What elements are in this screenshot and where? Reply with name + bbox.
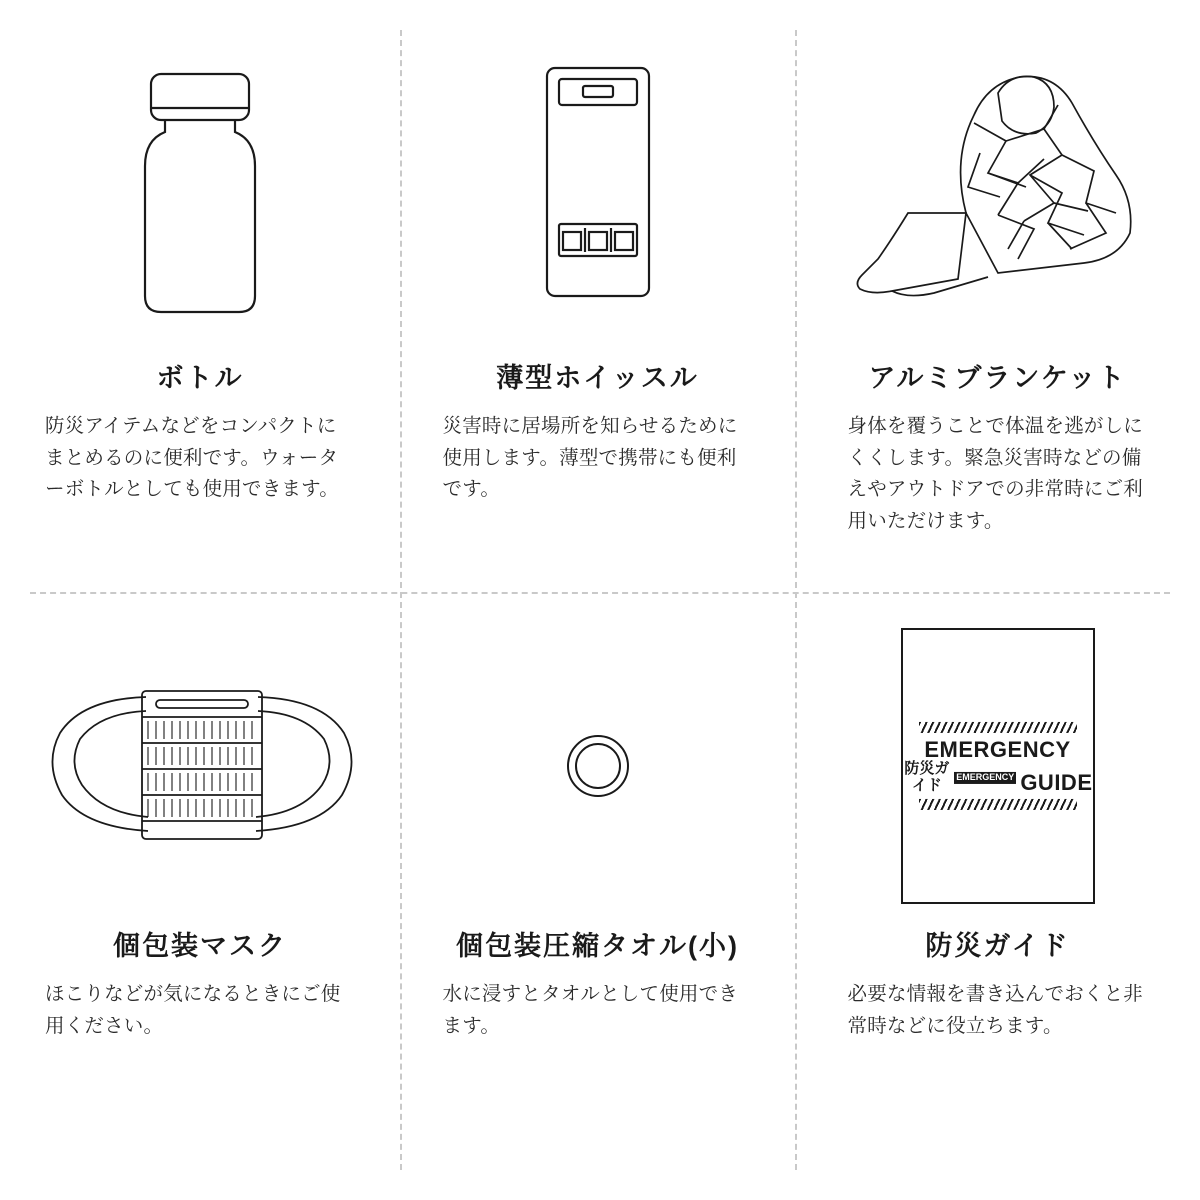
emergency-guide-icon [901, 616, 1095, 916]
item-description: ほこりなどが気になるときにご使用ください。 [45, 983, 341, 1037]
face-mask-icon [30, 616, 370, 916]
item-card-blanket [795, 0, 1200, 592]
guide-line-ja [903, 761, 1017, 794]
item-title: 薄型ホイッスル [496, 363, 699, 393]
item-description: 水に浸すとタオルとして使用できます。 [442, 983, 739, 1037]
item-description: 災害時に居場所を知らせるために使用します。薄型で携帯にも便利です。 [442, 415, 738, 501]
item-description: 必要な情報を書き込んでおくと非常時などに役立ちます。 [847, 983, 1144, 1037]
water-bottle-icon [115, 38, 285, 338]
item-card-mask [0, 592, 400, 1200]
item-title: ボトル [156, 363, 244, 393]
item-card-bottle [0, 0, 400, 592]
item-title: 個包装マスク [113, 931, 287, 961]
item-description: 身体を覆うことで体温を逃がしにくくします。緊急災害時などの備えやアウトドアでの非常時にご利用いただけます。 [847, 415, 1144, 532]
item-card-towel [400, 592, 795, 1200]
item-title: 個包装圧縮タオル(小) [456, 931, 739, 961]
hatch-top [919, 722, 1077, 733]
hatch-bottom [919, 799, 1077, 810]
guide-ja-text: 防災ガイド [904, 760, 950, 794]
guide-ja-inverted-tag: EMERGENCY [956, 771, 1015, 782]
compressed-towel-icon [553, 616, 643, 916]
item-card-whistle [400, 0, 795, 592]
aluminum-blanket-icon [848, 38, 1148, 338]
flat-whistle-icon [533, 38, 663, 338]
item-title: アルミブランケット [868, 363, 1127, 393]
guide-line-en-top: EMERGENCY [924, 736, 1071, 762]
item-title: 防災ガイド [925, 931, 1070, 961]
guide-line-en-bottom: GUIDE [1020, 769, 1093, 795]
item-description: 防災アイテムなどをコンパクトにまとめるのに便利です。ウォーターボトルとしても使用できます。 [45, 415, 339, 501]
item-card-guide [795, 592, 1200, 1200]
